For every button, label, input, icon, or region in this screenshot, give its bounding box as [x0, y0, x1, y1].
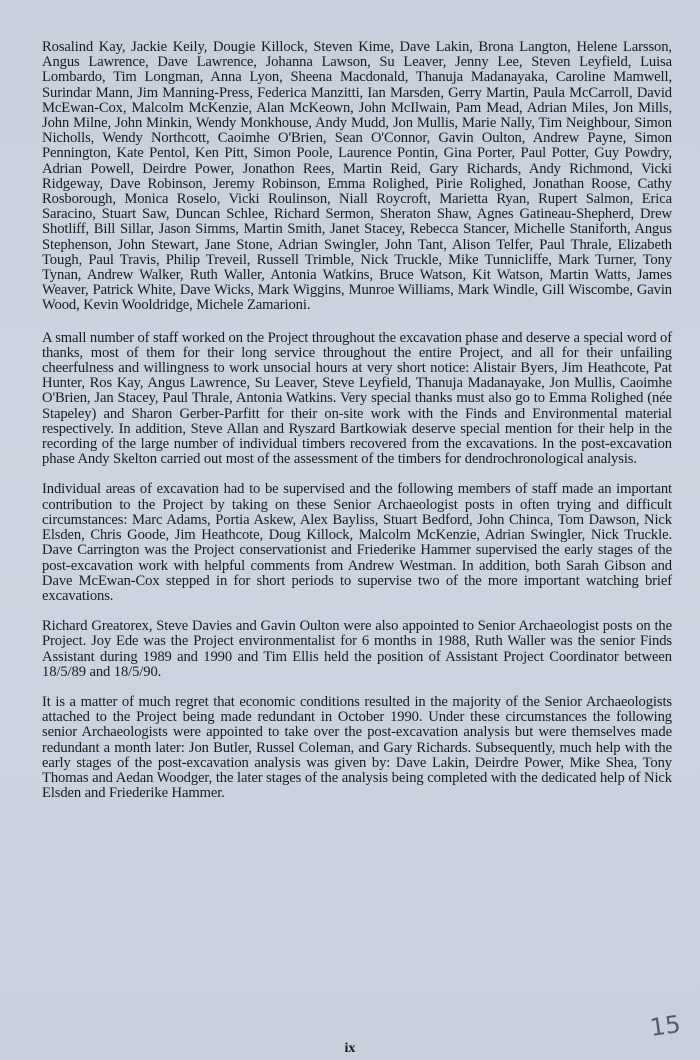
page-number: ix — [344, 1041, 356, 1056]
acknowledgements-text — [42, 40, 672, 816]
senior-appointments-paragraph: Richard Greatorex, Steve Davies and Gavin Oulton were also appointed to Senior Archaeologist posts on the Project. Joy Ede was the Project environmentalist for 6 months in 1988, Ruth Waller was the senior Finds Assistant during 1989 and 1990 and Tim Ellis held the position of Assistant Project Coordinator between 18/5/89 and 18/5/90. — [42, 618, 672, 680]
handwritten-page-mark: 15 — [648, 1010, 683, 1042]
staff-thanks-paragraph: A small number of staff worked on the Project throughout the excavation phase and deserve a special word of thanks, most of them for their long service throughout the entire Project, and all for their unfailing cheerfulness and willingness to work unsocial hours at very short notice: Alistair Byers, Jim Heathcote, Pat Hunter, Ros Kay, Angus Lawrence, Su Leaver, Steve Leyfield, Thanuja Madanayake, Jon Mullis, Caoimhe O'Brien, Jan Stacey, Paul Thrale, Antonia Watkins. Very special thanks must also go to Emma Rolighed (née Stapeley) and Sharon Gerber-Parfitt for their on-site work with the Finds and Environmental material respectively. In addition, Steve Allan and Ryszard Bartkowiak deserve special mention for their help in the recording of the large number of individual timbers recovered from the excavations. In the post-excavation phase Andy Skelton carried out most of the assessment of the timbers for dendrochronological analysis. — [42, 329, 672, 468]
redundancy-paragraph: It is a matter of much regret that economic conditions resulted in the majority of the Senior Archaeologists attached to the Project being made redundant in October 1990. Under these circumstances the following senior Archaeologists were appointed to take over the post-excavation analysis but were themselves made redundant a month later: Jon Butler, Russel Coleman, and Gary Richards. Subsequently, much help with the early stages of the post-excavation analysis was given by: Dave Lakin, Deirdre Power, Mike Shea, Tony Thomas and Aedan Woodger, the later stages of the analysis being completed with the dedicated help of Nick Elsden and Friederike Hammer. — [42, 693, 672, 802]
names-list-paragraph: Rosalind Kay, Jackie Keily, Dougie Killock, Steven Kime, Dave Lakin, Brona Langton, Helene Larsson, Angus Lawrence, Dave Lawrence, Johanna Lawson, Su Leaver, Jenny Lee, Steven Leyfield, Luisa Lombardo, Tim Longman, Anna Lyon, Sheena Macdonald, Thanuja Madanayaka, Caroline Mamwell, Surindar Mann, Jim Manning-Press, Federica Manzitti, Ian Marsden, Gerry Martin, Paula McCarroll, David McEwan-Cox, Malcolm McKenzie, Alan McKeown, John McIlwain, Pam Mead, Adrian Miles, Jon Mills, John Milne, John Minkin, Wendy Monkhouse, Andy Mudd, Jon Mullis, Marie Nally, Tim Neighbour, Simon Nicholls, Wendy Northcott, Caoimhe O'Brien, Sean O'Connor, Gavin Oulton, Andrew Payne, Simon Pennington, Kate Pentol, Ken Pitt, Simon Poole, Laurence Pontin, Gina Porter, Paul Potter, Guy Powdry, Adrian Powell, Deirdre Power, Jonathon Rees, Martin Reid, Gary Richards, Andy Richmond, Vicki Ridgeway, Dave Robinson, Jeremy Robinson, Emma Rolighed, Pirie Rolighed, Jonathan Roose, Cathy Rosborough, Monica Roselo, Vicki Roulinson, Niall Roycroft, Marietta Ryan, Rupert Salmon, Erica Saracino, Stuart Saw, Duncan Schlee, Richard Sermon, Sheraton Shaw, Agnes Gatineau-Shepherd, Drew Shotliff, Bill Sillar, Jason Simms, Martin Smith, Janet Stacey, Rebecca Stancer, Michelle Staniforth, Angus Stephenson, John Stewart, Jane Stone, Adrian Swingler, John Tant, Alison Telfer, Paul Thrale, Elizabeth Tough, Paul Travis, Philip Treveil, Russell Trimble, Nick Truckle, Mike Tunnicliffe, Mark Turner, Tony Tynan, Andrew Walker, Ruth Waller, Antonia Watkins, Bruce Watson, Kit Watson, Martin Watts, James Weaver, Patrick White, Dave Wicks, Mark Wiggins, Munroe Williams, Mark Windle, Gill Wiscombe, Gavin Wood, Kevin Wooldridge, Michele Zamarioni. — [42, 39, 672, 314]
supervisors-paragraph: Individual areas of excavation had to be supervised and the following members of staff made an important contribution to the Project by taking on these Senior Archaeologist posts in often trying and difficult circumstances: Marc Adams, Portia Askew, Alex Bayliss, Stuart Bedford, John Chinca, Tom Dawson, Nick Elsden, Chris Goode, Jim Heathcote, Doug Killock, Malcolm McKenzie, Adrian Swingler, Nick Truckle. Dave Carrington was the Project conservationist and Friederike Hammer supervised the early stages of the post-excavation work with helpful comments from Andrew Westman. In addition, both Sarah Gibson and Dave McEwan-Cox stepped in for short periods to supervise two of the more important watching brief excavations. — [42, 481, 672, 604]
